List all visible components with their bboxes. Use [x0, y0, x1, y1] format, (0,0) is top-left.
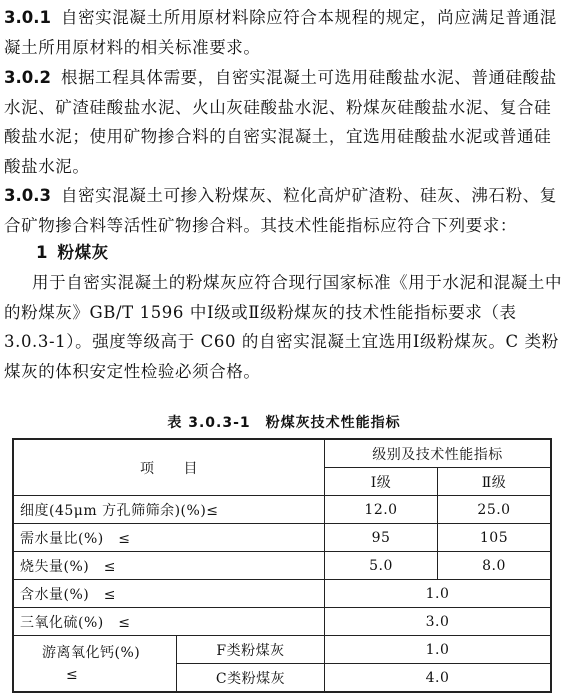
row-item: 细度(45μm 方孔筛筛余)(%)≤	[13, 496, 325, 524]
row-value-grade-1: 95	[325, 524, 438, 552]
clause-text: 自密实混凝土所用原材料除应符合本规程的规定，尚应满足普通混凝土所用原材料的相关标准要求。	[4, 8, 557, 57]
clause-number: 3.0.1	[4, 8, 51, 27]
row-item: 需水量比(%) ≤	[13, 524, 325, 552]
free-cao-label-line1: 游离氧化钙(%)	[42, 644, 141, 661]
clause-3-0-2	[4, 63, 564, 181]
fly-ash-spec-table	[12, 438, 552, 693]
header-grade-2: Ⅱ级	[438, 468, 552, 496]
table-row	[13, 580, 551, 608]
fly-ash-class-f: F类粉煤灰	[177, 636, 325, 664]
fly-ash-class-c: C类粉煤灰	[177, 664, 325, 693]
row-value-grade-2: 105	[438, 524, 552, 552]
row-item: 三氧化硫(%) ≤	[13, 608, 325, 636]
row-value-both: 3.0	[325, 608, 552, 636]
clause-number: 3.0.2	[4, 68, 51, 87]
header-grade-1: Ⅰ级	[325, 468, 438, 496]
row-value-both: 1.0	[325, 580, 552, 608]
header-group: 级别及技术性能指标	[325, 439, 552, 468]
row-value-both: 4.0	[325, 664, 552, 693]
row-item: 含水量(%) ≤	[13, 580, 325, 608]
item-number: 1	[36, 243, 48, 262]
clause-3-0-1	[4, 3, 564, 62]
item-title: 粉煤灰	[57, 243, 109, 262]
row-value-grade-2: 8.0	[438, 552, 552, 580]
header-item: 项 目	[13, 439, 325, 496]
table-row	[13, 496, 551, 524]
item-body: 用于自密实混凝土的粉煤灰应符合现行国家标准《用于水泥和混凝土中的粉煤灰》GB/T 1596 中Ⅰ级或Ⅱ级粉煤灰的技术性能指标要求（表 3.0.3-1）。强度等级高于 C60 的自密实混凝土宜选用Ⅰ级粉煤灰。C 类粉煤灰的体积安定性检验必须合格。	[4, 273, 563, 381]
clause-text: 自密实混凝土可掺入粉煤灰、粒化高炉矿渣粉、硅灰、沸石粉、复合矿物掺合料等活性矿物掺合料。其技术性能指标应符合下列要求：	[4, 186, 557, 235]
free-cao-label	[13, 636, 177, 693]
table-row	[13, 608, 551, 636]
clause-text: 根据工程具体需要，自密实混凝土可选用硅酸盐水泥、普通硅酸盐水泥、矿渣硅酸盐水泥、火山灰硅酸盐水泥、粉煤灰硅酸盐水泥、复合硅酸盐水泥；使用矿物掺合料的自密实混凝土，宜选用硅酸盐水泥或普通硅酸盐水泥。	[4, 68, 557, 176]
table-row	[13, 524, 551, 552]
clause-number: 3.0.3	[4, 186, 51, 205]
row-item: 烧失量(%) ≤	[13, 552, 325, 580]
table-caption: 表 3.0.3-1 粉煤灰技术性能指标	[167, 415, 401, 431]
row-value-grade-1: 12.0	[325, 496, 438, 524]
row-value-grade-1: 5.0	[325, 552, 438, 580]
clause-3-0-3	[4, 181, 564, 240]
free-cao-label-line2: ≤	[66, 666, 79, 683]
table-row	[13, 636, 551, 664]
item-heading	[36, 238, 568, 268]
table-row	[13, 552, 551, 580]
table-header-row	[13, 439, 551, 468]
row-value-grade-2: 25.0	[438, 496, 552, 524]
row-value-both: 1.0	[325, 636, 552, 664]
